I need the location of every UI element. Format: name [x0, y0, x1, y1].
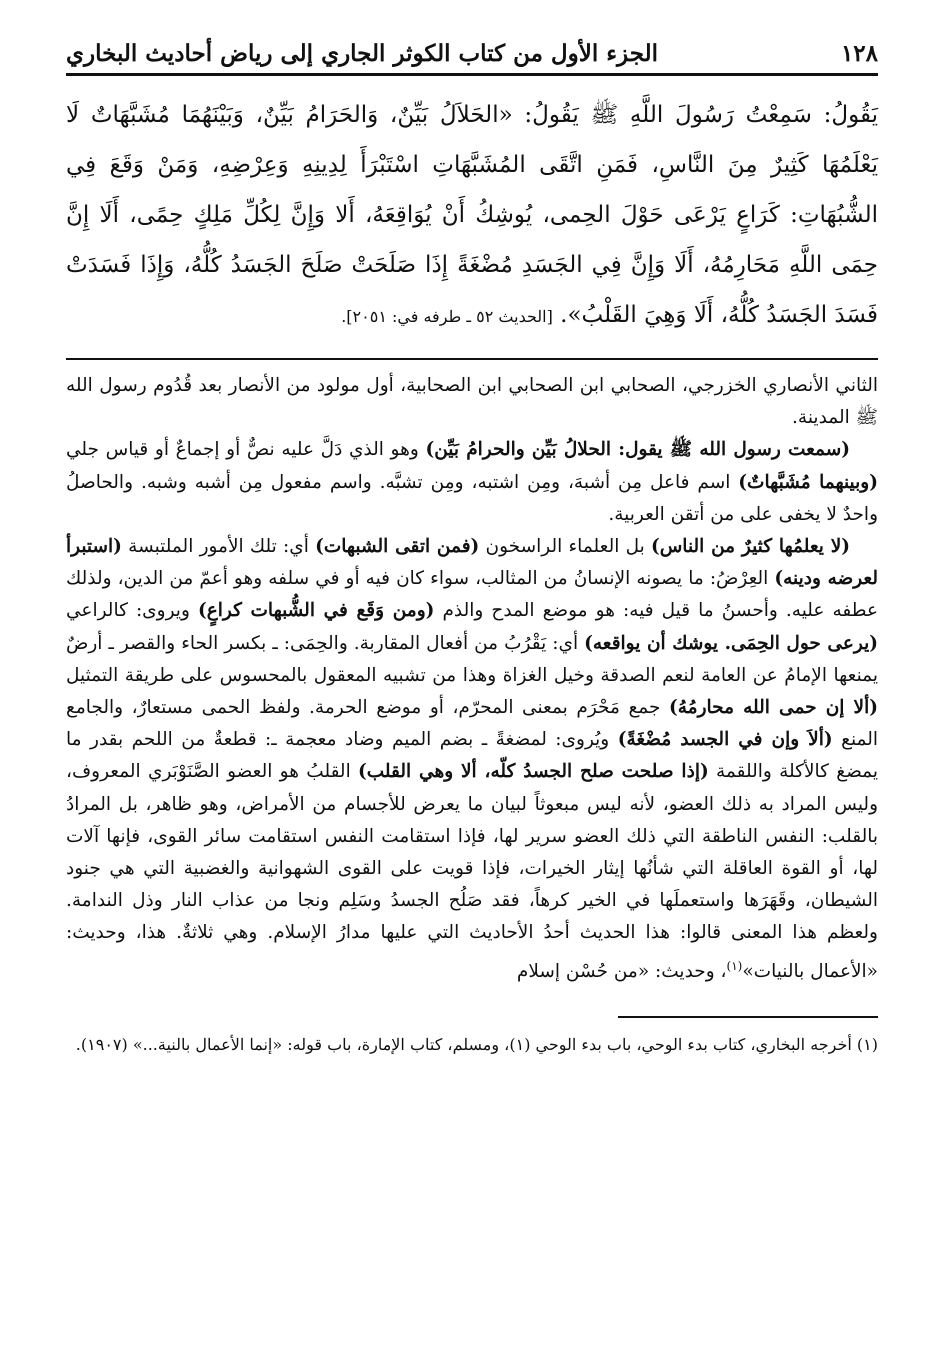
explanation-text: أي: تلك الأمور الملتبسة: [121, 536, 316, 558]
book-page: [66, 40, 878, 1060]
commentary-paragraph-1: الثاني الأنصاري الخزرجي، الصحابي ابن الصحابي ابن الصحابية، أول مولود من الأنصار بعد قُدُوم رسول الله ﷺ المدينة.: [66, 375, 878, 429]
quoted-phrase: (وبينهما مُشَبَّهاتٌ): [738, 471, 878, 493]
commentary-paragraph-3: [66, 531, 878, 988]
explanation-text: جمع مَحْرَم بمعنى المحرّم، أو موضع الحرمة. ولفظ الحمى مستعارٌ، والجامع المنع: [66, 697, 879, 751]
explanation-text: القلبُ هو العضو الصَّنَوْبَري المعروف، وليس المراد به ذلك العضو، لأنه ليس مبعوثاً لبيان ما يعرض للأجسام من الأمراض، وهو ظاهر، بل المرادُ بالقلب: النفس الناطقة التي ذلك العضو سرير لها، فإذا استقامت النفس استقامت سائر القوى، فإنها آلات لها، أو القوة العاقلة التي شأنُها إيثار الخيرات، فإذا قويت على القوى الشهوانية والغضبية التي هي جنود الشيطان، وقَهَرَها واستعملَها في الخير كرهاً، فقد صَلُح الجسدُ وسَلِم ونجا من عذاب النار وذل الندامة. ولعظم هذا المعنى قالوا: هذا الحديث أحدُ الأحاديث التي عليها مدارُ الإسلام. وهي ثلاثةٌ. هذا، وحديث: «الأعمال بالنيات»: [66, 761, 878, 982]
footnote-1: (١) أخرجه البخاري، كتاب بدء الوحي، باب بدء الوحي (١)، ومسلم، كتاب الإمارة، باب قوله: «إنما الأعمال بالنية...» (١٩٠٧).: [75, 1035, 878, 1055]
explanation-text: بل العلماء الراسخون: [479, 536, 651, 558]
quoted-phrase: (ألا إن حمى الله محارمُهُ): [668, 697, 878, 719]
hadith-reference: [الحديث ٥٢ ـ طرفه في: ٢٠٥١].: [341, 307, 553, 326]
running-title: الجزء الأول من كتاب الكوثر الجاري إلى رياض أحاديث البخاري: [66, 40, 658, 67]
hadith-text-block: [66, 90, 878, 342]
quoted-phrase: (ومن وَقَع في الشُّبهات كراعٍ): [197, 600, 435, 622]
explanation-text: ويُروى: لمضغةً ـ بضم الميم وضاد معجمة ـ: قطعةٌ من اللحم بقدر ما يمضغ كالأكلة واللقمة: [66, 729, 878, 783]
hadith-matn: يَقُولُ: سَمِعْتُ رَسُولَ اللَّهِ ﷺ يَقُولُ: «الحَلاَلُ بَيِّنٌ، وَالحَرَامُ بَيِّنٌ، وَبَيْنَهُمَا مُشَبَّهَاتٌ لَا يَعْلَمُهَا كَثِيرٌ مِنَ النَّاسِ، فَمَنِ اتَّقَى المُشَبَّهَاتِ اسْتَبْرَأَ لِدِينِهِ وَعِرْضِهِ، وَمَنْ وَقَعَ فِي الشُّبُهَاتِ: كَرَاعٍ يَرْعَى حَوْلَ الحِمى، يُوشِكُ أَنْ يُوَاقِعَهُ، أَلا وَإِنَّ لِكُلِّ مَلِكٍ حِمًى، أَلَا إِنَّ حِمَى اللَّهِ مَحَارِمُهُ، أَلَا وَإِنَّ فِي الجَسَدِ مُضْغَةً إِذَا صَلَحَتْ صَلَحَ الجَسَدُ كُلُّهُ، وَإِذَا فَسَدَتْ فَسَدَ الجَسَدُ كُلُّهُ، أَلَا وَهِيَ القَلْبُ».: [66, 102, 878, 328]
quoted-phrase: (فمن اتقى الشبهات): [315, 536, 480, 558]
commentary-block: [66, 370, 878, 988]
quoted-phrase: (سمعت رسول الله ﷺ يقول: الحلالُ بَيِّن والحرامُ بَيِّن): [425, 439, 850, 461]
header-rule: [66, 73, 878, 76]
page-number: ١٢٨: [840, 40, 878, 67]
quoted-phrase: (إذا صلحت صلح الجسدُ كلّه، ألا وهي القلب): [358, 761, 709, 783]
footnote-reference[interactable]: (١): [726, 958, 743, 973]
commentary-paragraph-2: [66, 434, 878, 531]
explanation-text: ، وحديث: «من حُسْن إسلام: [516, 960, 727, 982]
explanation-text: أي: يَقْرُبُ من أفعال المقاربة. والحِمَى: ـ بكسر الحاء والقصر ـ أرضٌ يمنعها الإمامُ عن العامة لنعم الصدقة وخيل الغزاة وهذا من تشبيه المعقول بالمحسوس على طريقة التمثيل: [66, 632, 878, 686]
running-header: [66, 40, 878, 73]
quoted-phrase: (لا يعلمُها كثيرٌ من الناس): [650, 536, 850, 558]
text-commentary-divider: [66, 358, 878, 360]
explanation-text: اسم فاعل مِن أشبهَ، ومِن اشتبه، ومِن تشبَّه. واسم مفعول مِن أشبه وشبه. والحاصلُ واحدٌ لا يخفى على من أتقن العربية.: [66, 471, 878, 525]
quoted-phrase: (ألاَ وإن في الجسد مُضْغَةً): [617, 729, 833, 751]
explanation-text: وهو الذي دَلَّ عليه نصٌّ أو إجماعٌ أو قياس جلي: [66, 439, 426, 461]
quoted-phrase: (يرعى حول الحِمَى. يوشك أن يواقعه): [584, 632, 878, 654]
quoted-phrase: (استبرأ لعرضه ودينه): [66, 536, 878, 590]
explanation-text: العِرْضُ: ما يصونه الإنسانُ من المثالب، سواء كان فيه أو في سلفه وهو أعمّ من الدين، ولذلك عطفه عليه. وأحسنُ ما قيل فيه: هو موضع المدح والذم: [66, 568, 879, 622]
explanation-text: ويروى: كالراعي: [66, 600, 198, 622]
footnote-rule: [618, 1016, 878, 1018]
